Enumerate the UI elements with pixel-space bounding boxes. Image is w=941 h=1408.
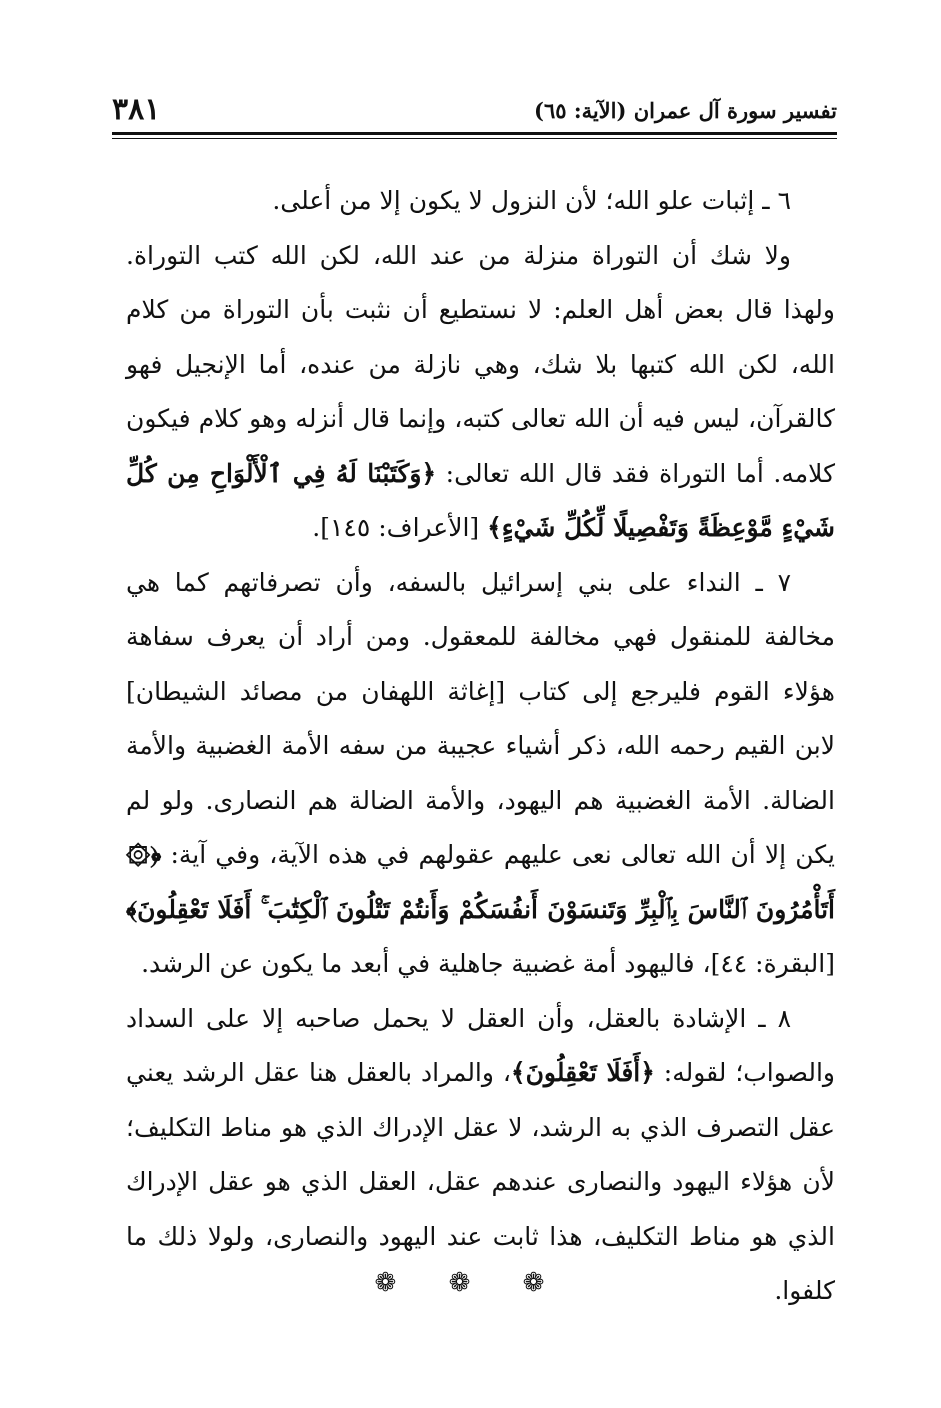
paragraph-text: ٧ ـ النداء على بني إسرائيل بالسفه، وأن تصرفاتهم كما هي مخالفة للمنقول فهي مخالفة للمعقول. ومن أراد أن يعرف سفاهة هؤلاء القوم فليرجع إلى كتاب [إغاثة اللهفان من مصائد الشيطان] لابن القيم رحمه الله، ذكر أشياء عجيبة من سفه الأمة الغضبية والأمة الضالة. الأمة الغضبية هم اليهود، والأمة الضالة هم النصارى. ولو لم يكن إلا أن الله تعالى نعى عليهم عقولهم في هذه الآية، وفي آية: bbox=[126, 567, 835, 869]
running-title: تفسير سورة آل عمران (الآية: ٦٥) bbox=[534, 98, 837, 123]
header-rule-thick bbox=[112, 132, 837, 135]
verse-reference: [البقرة: ٤٤]، فاليهود أمة غضبية جاهلية في أبعد ما يكون عن الرشد. bbox=[141, 949, 835, 978]
section-divider-ornament: ❁ ❁ ❁ bbox=[374, 1268, 567, 1298]
page-body bbox=[126, 174, 835, 1319]
page-number: ٣٨١ bbox=[112, 92, 161, 127]
quran-verse: ﴿وَكَتَبْنَا لَهُ فِي ٱلْأَلْوَاحِ مِن كُلِّ شَيْءٍ مَّوْعِظَةً وَتَفْصِيلًا لِّكُلِّ شَيْءٍ﴾ bbox=[126, 458, 835, 542]
paragraph-text: ٦ ـ إثبات علو الله؛ لأن النزول لا يكون إلا من أعلى. bbox=[272, 186, 791, 215]
quran-verse: ﴿أَفَلَا تَعْقِلُونَ﴾ bbox=[510, 1058, 655, 1087]
paragraph-text: ٨ ـ الإشادة بالعقل، وأن العقل لا يحمل صاحبه إلا على السداد والصواب؛ لقوله: bbox=[126, 1003, 835, 1087]
paragraph-text: ، والمراد بالعقل هنا عقل الرشد يعني عقل التصرف الذي به الرشد، لا عقل الإدراك الذي هو مناط التكليف؛ لأن هؤلاء اليهود والنصارى عندهم عقل، العقل الذي هو عقل الإدراك الذي هو مناط التكليف، هذا ثابت عند اليهود والنصارى، ولولا ذلك ما كلفوا. bbox=[126, 1058, 835, 1305]
paragraph bbox=[126, 556, 835, 992]
page-header bbox=[112, 92, 837, 132]
paragraph-text: ولا شك أن التوراة منزلة من عند الله، لكن الله كتب التوراة. ولهذا قال بعض أهل العلم: لا نستطيع أن نثبت بأن التوراة من كلام الله، لكن الله كتبها بلا شك، وهي نازلة من عنده، أما الإنجيل فهو كالقرآن، ليس فيه أن الله تعالى كتبه، وإنما قال أنزله وهو كلام فيكون كلامه. أما التوراة فقد قال الله تعالى: bbox=[126, 240, 835, 488]
paragraph bbox=[126, 174, 835, 229]
verse-reference: [الأعراف: ١٤٥]. bbox=[312, 513, 488, 542]
header-rule-thin bbox=[112, 138, 837, 139]
quran-verse: ﴿۞ أَتَأْمُرُونَ ٱلنَّاسَ بِٱلْبِرِّ وَتَنسَوْنَ أَنفُسَكُمْ وَأَنتُمْ تَتْلُونَ ٱلْكِتَٰبَ ۚ أَفَلَا تَعْقِلُونَ﴾ bbox=[126, 840, 835, 924]
paragraph bbox=[126, 229, 835, 556]
